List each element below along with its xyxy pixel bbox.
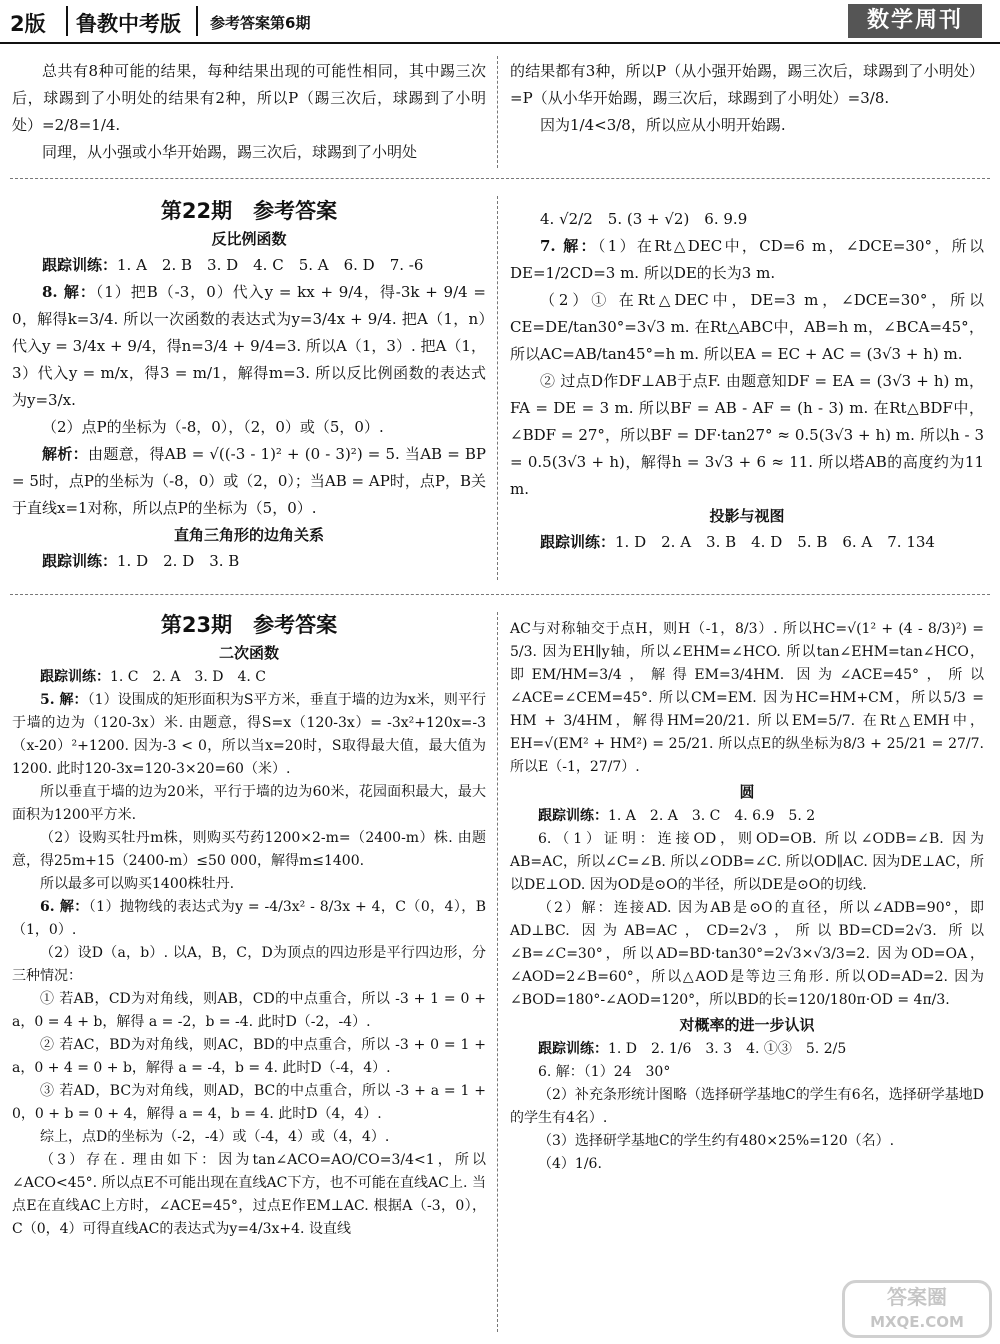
issue23-title: 第23期 参考答案 [160, 613, 338, 637]
question-label: 5. 解： [40, 692, 88, 708]
topic-heading: 直角三角形的边角关系 [173, 526, 324, 544]
answer-list: 1. D 2. 1/6 3. 3 4. ①③ 5. 2/5 [608, 1041, 847, 1057]
column-divider [497, 612, 498, 1332]
page-number-label: 2版 [10, 12, 46, 36]
column-divider [497, 196, 498, 580]
header-divider [66, 6, 68, 36]
solution-text: （1）设围成的矩形面积为S平方米，垂直于墙的边为x米，则平行于墙的边为（120-3x）米. 由题意，得S=x（120-3x）= -3x²+120x=-3（x-20）²+1200. 因为-3 < 0，所以当x=20时，S取得最大值，最大值为1200. 此时120-3x=120-3×20=60（米）. [12, 692, 486, 777]
case-item: ③ 若AD，BC为对角线，则AD，BC的中点重合，所以 -3 + a = 1 + 0，0 + b = 0 + 4，解得 a = 4，b = 4. 此时D（4，4）. [12, 1083, 486, 1122]
answer-list: 1. C 2. A 3. D 4. C [110, 669, 266, 685]
solution-text: （1）在Rt△DEC中，CD=6 m，∠DCE=30°，所以DE=1/2CD=3 m. 所以DE的长为3 m. [510, 237, 985, 282]
paragraph: 所以最多可以购买1400株牡丹. [40, 876, 235, 892]
training-answers [510, 529, 984, 556]
training-label: 跟踪训练： [540, 533, 616, 551]
issue22-left-column [12, 196, 486, 575]
watermark-url: MXQE.COM [870, 1313, 964, 1331]
paragraph: （2）点P的坐标为（-8，0），（2，0）或（5，0）. [42, 418, 384, 436]
training-answers [510, 1038, 984, 1061]
paragraph: （2）设购买牡丹m株，则购买芍药1200×2-m=（2400-m）株. 由题意，得25m+15（2400-m）≤50 000，解得m≤1400. [12, 830, 486, 869]
paragraph [12, 896, 486, 942]
page-header [0, 0, 1000, 44]
answer-list: 1. D 2. D 3. B [117, 552, 240, 570]
answer-list: 1. D 2. A 3. B 4. D 5. B 6. A 7. 134 [615, 533, 935, 551]
watermark-text: 答案圈 [887, 1285, 947, 1309]
top-right-column [510, 58, 984, 139]
paragraph: 总共有8种可能的结果，每种结果出现的可能性相同，其中踢三次后，球踢到了小明处的结果有2种，所以P（踢三次后，球踢到了小明处）=2/8=1/4. [12, 62, 486, 134]
topic-heading: 投影与视图 [709, 507, 785, 525]
paragraph: 的结果都有3种，所以P（从小强开始踢，踢三次后，球踢到了小明处）=P（从小华开始踢，踢三次后，球踢到了小明处）=3/8. [510, 62, 984, 107]
analysis-label: 解析： [42, 445, 89, 463]
section-divider [10, 594, 990, 595]
analysis-text: 由题意，得AB = √((-3 - 1)² + (0 - 3)²) = 5. 当AB = BP = 5时，点P的坐标为（-8，0）或（2，0）；当AB = AP时，点P，B关于直线x=1对称，所以点P的坐标为（5，0）. [12, 445, 486, 517]
topic-heading: 圆 [739, 783, 755, 801]
paragraph [12, 689, 486, 781]
training-answers [12, 666, 486, 689]
training-answers [12, 252, 486, 279]
training-answers [12, 548, 486, 575]
header-subtitle: 参考答案第6期 [210, 14, 311, 32]
edition-label: 鲁教中考版 [76, 12, 181, 36]
paragraph: 所以垂直于墙的边为20米，平行于墙的边为60米，花园面积最大，最大面积为1200平方米. [12, 784, 486, 823]
paragraph: AC与对称轴交于点H，则H（-1，8/3）. 所以HC=√(1² + (4 - 8/3)²) = 5/3. 因为EH∥y轴，所以∠EHM=∠HCO. 所以tan∠EHM=tan∠HCO，即EM/HM=3/4，解得EM=3/4HM. 因为∠ACE=45°，所以∠ACE=∠CEM=45°. 所以CM=EM. 因为HC=HM+CM，所以5/3 = HM + 3/4HM，解得HM=20/21. 所以EM=5/7. 在Rt△EMH中，EH=√(EM² + HM²) = 25/21. 所以点E的纵坐标为8/3 + 25/21 = 27/7. 所以E（-1，27/7）. [510, 621, 984, 775]
question-label: 8. 解： [42, 283, 96, 301]
section-divider [10, 178, 990, 179]
paragraph: ② 过点D作DF⊥AB于点F. 由题意知DF = EA = (3√3 + h) m，FA = DE = 3 m. 所以BF = AB - AF = (h - 3) m. 在Rt△BDF中，∠BDF = 27°，所以BF = DF·tan27° ≈ 0.5(3√3 + h) m. 所以h - 3 = 0.5(3√3 + h)，解得h = 3√3 + 6 ≈ 11. 所以塔AB的高度约为11 m. [510, 372, 984, 498]
answer-list: 1. A 2. A 3. C 4. 6.9 5. 2 [608, 808, 816, 824]
column-divider [497, 56, 498, 168]
topic-heading: 对概率的进一步认识 [679, 1016, 815, 1034]
training-label: 跟踪训练： [42, 552, 118, 570]
header-divider [196, 6, 198, 36]
issue23-right-column [510, 618, 984, 1176]
case-item: ① 若AB，CD为对角线，则AB，CD的中点重合，所以 -3 + 1 = 0 + a，0 = 4 + b，解得 a = -2，b = -4. 此时D（-2，-4）. [12, 991, 486, 1030]
paragraph: 因为1/4<3/8，所以应从小明开始踢. [540, 116, 786, 134]
paragraph [510, 233, 984, 287]
training-label: 跟踪训练： [40, 669, 110, 685]
paragraph: （2）补充条形统计图略（选择研学基地C的学生有6名，选择研学基地D的学生有4名）. [510, 1087, 984, 1126]
solution-text: （1）抛物线的表达式为y = -4/3x² - 8/3x + 4，C（0，4），B（1，0）. [12, 899, 486, 938]
brand-logo: 数学周刊 [848, 4, 982, 38]
paragraph: （2）设D（a，b）. 以A，B，C，D为顶点的四边形是平行四边形，分三种情况： [12, 945, 486, 984]
top-left-column [12, 58, 486, 166]
question-label: 7. 解： [540, 237, 598, 255]
training-answers [510, 805, 984, 828]
training-label: 跟踪训练： [538, 1041, 608, 1057]
paragraph: （2）① 在Rt△DEC中，DE=3 m，∠DCE=30°，所以CE=DE/tan30°=3√3 m. 在Rt△ABC中，AB=h m，∠BCA=45°，所以AC=AB/tan45°=h m. 所以EA = EC + AC = (3√3 + h) m. [510, 291, 984, 363]
paragraph: （2）解：连接AD. 因为AB是⊙O的直径，所以∠ADB=90°，即AD⊥BC. 因为AB=AC，CD=2√3，所以BD=CD=2√3. 所以∠B=∠C=30°，所以AD=BD·tan30°=2√3×√3/3=2. 因为OD=OA，∠AOD=2∠B=60°，所以△AOD是等边三角形. 所以OD=AD=2. 因为∠BOD=180°-∠AOD=120°，所以BD的长=120/180π·OD = 4π/3. [510, 900, 984, 1008]
answer-list: 1. A 2. B 3. D 4. C 5. A 6. D 7. -6 [117, 256, 424, 274]
paragraph: （3）选择研学基地C的学生约有480×25%=120（名）. [538, 1133, 895, 1149]
paragraph: 6. 解：（1）24 30° [538, 1064, 671, 1080]
answer-list: 4. √2/2 5. (3 + √2) 6. 9.9 [540, 210, 748, 228]
solution-text: （1）把B（-3，0）代入y = kx + 9/4，得-3k + 9/4 = 0，解得k=3/4. 所以一次函数的表达式为y=3/4x + 9/4. 把A（1，n）代入y = 3/4x + 9/4，得n=3/4 + 9/4=3. 所以A（1，3）. 把A（1，3）代入y = m/x，得3 = m/1，解得m=3. 所以反比例函数的表达式为y=3/x. [12, 283, 486, 409]
paragraph: （3）存在. 理由如下：因为tan∠ACO=AO/CO=3/4<1，所以∠ACO<45°. 所以点E不可能出现在直线AC下方，也不可能在直线AC上. 当点E在直线AC上方时，∠ACE=45°，过点E作EM⊥AC. 根据A（-3，0），C（0，4）可得直线AC的表达式为y=4/3x+4. 设直线 [12, 1152, 486, 1237]
paragraph: 综上，点D的坐标为（-2，-4）或（-4，4）或（4，4）. [40, 1129, 390, 1145]
case-item: ② 若AC，BD为对角线，则AC，BD的中点重合，所以 -3 + 0 = 1 + a，0 + 4 = 0 + b，解得 a = -4，b = 4. 此时D（-4，4）. [12, 1037, 486, 1076]
training-label: 跟踪训练： [42, 256, 118, 274]
paragraph [12, 441, 486, 522]
paragraph [12, 279, 486, 414]
paragraph: （4）1/6. [538, 1156, 602, 1172]
topic-heading: 反比例函数 [211, 230, 287, 248]
issue23-left-column [12, 610, 486, 1241]
paragraph: 同理，从小强或小华开始踢，踢三次后，球踢到了小明处 [42, 143, 418, 161]
question-label: 6. 解： [40, 899, 89, 915]
training-label: 跟踪训练： [538, 808, 608, 824]
issue22-right-column [510, 206, 984, 556]
topic-heading: 二次函数 [218, 644, 279, 662]
paragraph: 6.（1）证明：连接OD，则OD=OB. 所以∠ODB=∠B. 因为AB=AC，所以∠C=∠B. 所以∠ODB=∠C. 所以OD∥AC. 因为DE⊥AC，所以DE⊥OD. 因为OD是⊙O的半径，所以DE是⊙O的切线. [510, 831, 984, 893]
watermark-logo [842, 1280, 992, 1338]
issue22-title: 第22期 参考答案 [160, 199, 338, 223]
